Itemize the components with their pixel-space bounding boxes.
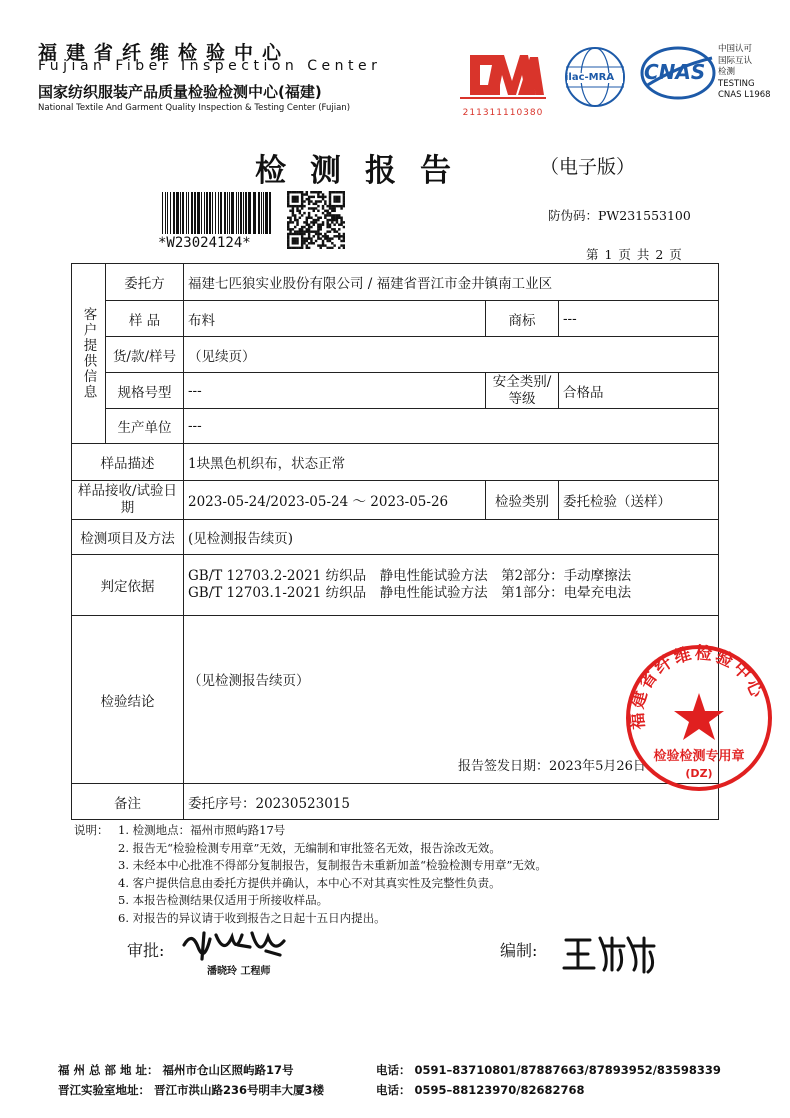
- table-row: [72, 301, 719, 337]
- barcode-icon: [160, 192, 276, 234]
- spec-value: ---: [184, 373, 486, 409]
- page-number: 第 1 页 共 2 页: [586, 247, 683, 262]
- footer: [58, 1060, 721, 1100]
- barcode-text: *W23024124*: [158, 235, 251, 251]
- cnas-info: 中国认可 国际互认 检测 TESTING CNAS L1968: [718, 44, 771, 100]
- item-no-label: 货/款/样号: [106, 337, 184, 373]
- conclusion-value: （见检测报告续页）: [188, 673, 310, 689]
- org-name-cn: 福建省纤维检验中心: [38, 42, 291, 64]
- edit-label: 编制:: [500, 941, 538, 960]
- client-info-group: 客户提供信息: [72, 264, 106, 444]
- lab-address: 晋江实验室地址： 晋江市洪山路236号明丰大厦3楼: [58, 1083, 325, 1097]
- table-row: [72, 616, 719, 784]
- spec-label: 规格号型: [106, 373, 184, 409]
- table-row: [72, 481, 719, 520]
- basis-line: GB/T 12703.2-2021 纺织品 静电性能试验方法 第2部分：手动摩擦法: [188, 568, 632, 584]
- table-row: [72, 373, 719, 409]
- qr-code: [287, 191, 345, 253]
- org-name-cn-national: 国家纺织服装产品质量检验检测中心(福建): [38, 83, 322, 101]
- client-value: 福建七匹狼实业股份有限公司 / 福建省晋江市金井镇南工业区: [184, 264, 719, 301]
- safety-label: 安全类别/等级: [486, 373, 559, 409]
- note-item: 2. 报告无“检验检测专用章”无效，无编制和审批签名无效，报告涂改无效。: [118, 840, 501, 855]
- trademark-value: ---: [559, 301, 719, 337]
- table-row: [72, 784, 719, 820]
- remark-value: 委托序号：20230523015: [184, 784, 719, 820]
- signature-icon: [560, 930, 660, 974]
- note-item: 1. 检测地点：福州市照屿路17号: [118, 823, 286, 837]
- desc-value: 1块黑色机织布，状态正常: [184, 444, 719, 481]
- org-name-en: Fujian Fiber Inspection Center: [38, 58, 382, 74]
- note-item: 4. 客户提供信息由委托方提供并确认，本中心不对其真实性及完整性负责。: [118, 875, 501, 890]
- seal-center-text: 检验检测专用章: [653, 749, 745, 764]
- notes: [74, 822, 547, 928]
- qr-code-icon: [287, 191, 345, 249]
- safety-value: 合格品: [559, 373, 719, 409]
- method-value: (见检测报告续页): [184, 520, 719, 555]
- seal-icon: [624, 643, 774, 793]
- note-item: 6. 对报告的异议请于收到报告之日起十五日内提出。: [118, 910, 386, 925]
- report-title: 检测报告: [255, 153, 475, 189]
- trademark-label: 商标: [486, 301, 559, 337]
- desc-label: 样品描述: [72, 444, 184, 481]
- editor-signature: [560, 930, 660, 978]
- cma-number: 211311110380: [462, 108, 544, 118]
- basis-label: 判定依据: [72, 555, 184, 616]
- cma-logo-icon: [460, 47, 546, 102]
- cnas-text: CNAS: [644, 60, 706, 84]
- test-type-label: 检验类别: [486, 481, 559, 520]
- basis-value: [184, 555, 719, 616]
- table-row: [72, 444, 719, 481]
- approve-label: 审批:: [127, 941, 165, 960]
- date-value: 2023-05-24/2023-05-24 ～ 2023-05-26: [184, 481, 486, 520]
- conclusion-label: 检验结论: [72, 616, 184, 784]
- method-label: 检测项目及方法: [72, 520, 184, 555]
- hq-phone: 电话： 0591–83710801/87887663/87893952/83598339: [376, 1063, 721, 1077]
- org-name-en-national: National Textile And Garment Quality Inspection & Testing Center (Fujian): [38, 103, 351, 113]
- report-table: [71, 263, 719, 820]
- signature-icon: [180, 925, 290, 965]
- approver-name: 潘晓玲 工程师: [207, 966, 271, 977]
- item-no-value: （见续页）: [184, 337, 719, 373]
- producer-value: ---: [184, 409, 719, 444]
- date-label: 样品接收/试验日期: [72, 481, 184, 520]
- table-row: [72, 409, 719, 444]
- table-row: [72, 520, 719, 555]
- test-type-value: 委托检验（送样）: [559, 481, 719, 520]
- report-title-sub: （电子版）: [540, 156, 636, 178]
- table-row: [72, 264, 719, 301]
- note-item: 5. 本报告检测结果仅适用于所接收样品。: [118, 893, 329, 908]
- anti-fake-code: 防伪码：PW231553100: [548, 208, 691, 223]
- sample-value: 布料: [184, 301, 486, 337]
- issue-date: 报告签发日期：2023年5月26日: [458, 759, 646, 774]
- star-icon: [674, 693, 724, 740]
- client-label: 委托方: [106, 264, 184, 301]
- notes-label: 说明：: [74, 823, 109, 837]
- ilac-mra-text: ilac-MRA: [565, 72, 615, 83]
- producer-label: 生产单位: [106, 409, 184, 444]
- cnas-logo: [640, 46, 716, 100]
- basis-line: GB/T 12703.1-2021 纺织品 静电性能试验方法 第1部分：电晕充电法: [188, 585, 632, 601]
- hq-address: 福 州 总 部 地 址： 福州市仓山区照屿路17号: [58, 1063, 294, 1077]
- cma-logo: [460, 47, 546, 117]
- official-seal: [624, 643, 774, 793]
- remark-label: 备注: [72, 784, 184, 820]
- table-row: [72, 337, 719, 373]
- barcode: [160, 192, 276, 238]
- note-item: 3. 未经本中心批准不得部分复制报告，复制报告未重新加盖“检验检测专用章”无效。: [118, 858, 547, 873]
- seal-code: (DZ): [685, 767, 713, 780]
- seal-ring-text: 福建省纤维检验中心: [627, 643, 768, 731]
- table-row: [72, 555, 719, 616]
- ilac-mra-logo: [562, 45, 628, 109]
- sample-label: 样 品: [106, 301, 184, 337]
- lab-phone: 电话： 0595–88123970/82682768: [376, 1083, 585, 1097]
